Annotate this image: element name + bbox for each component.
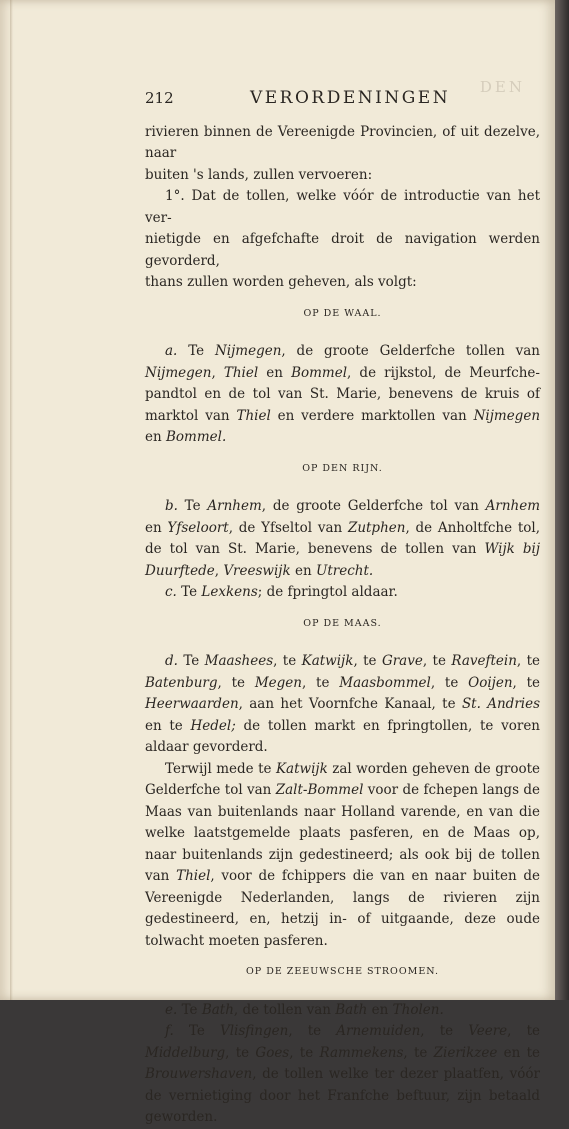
item-f: f. Te Vlisfingen, te Arnemuiden, te Veere, te Middelburg, te Goes, te Rammekens, te Zierikzee en te Brouwershaven, de tollen welke ter dezer plaatfen, vóór de vernietiging door het Franfche beftuur, zijn betaald geworden.	[145, 1023, 540, 1125]
paragraph-article-1: 1°. Dat de tollen, welke vóór de introductie van het ver- nietigde en afgefchafte droit de navigation werden gevorderd, thans zullen worden geheven, als volgt:	[145, 188, 540, 290]
running-head: VERORDENINGEN	[250, 88, 451, 108]
paragraph-terwijl: Terwijl mede te Katwijk zal worden geheven de groote Gelderfche tol van Zalt-Bommel voor de fchepen langs de Maas van buitenlands naar Holland varende, en van die welke laatstgemelde plaats pasferen, en de Maas op, naar buitenlands zijn gedestineerd; als ook bij de tollen van Thiel, voor de fchippers die van en naar buiten de Vereenigde Nederlanden, langs de rivieren zijn gedestineerd, en, hetzij in- of uitgaande, deze oude tolwacht moeten pasferen.	[145, 760, 540, 949]
item-a: a. Te Nijmegen, de groote Gelderfche tollen van Nijmegen, Thiel en Bommel, de rijkstol, de Meurfche-pandtol en de tol van St. Marie, benevens de kruis of marktol van Thiel en verdere marktollen van Nijmegen en Bommel.	[145, 343, 541, 445]
item-c: c. Te Lexkens; de fpringtol aldaar.	[165, 584, 398, 600]
section-heading-maas: OP DE MAAS.	[303, 617, 382, 629]
section-heading-waal: OP DE WAAL.	[303, 307, 382, 319]
item-d: d. Te Maashees, te Katwijk, te Grave, te Raveftein, te Batenburg, te Megen, te Maasbommel, te Ooijen, te Heerwaarden, aan het Voornfche Kanaal, te St. Andries en te Hedel; de tollen markt en fpringtollen, te voren aldaar gevorderd.	[145, 653, 541, 755]
item-b: b. Te Arnhem, de groote Gelderfche tol van Arnhem en Yfseloort, de Yfseltol van Zutphen, de Anholtfche tol, de tol van St. Marie, benevens de tollen van Wijk bij Duurftede, Vreeswijk en Utrecht.	[145, 498, 541, 579]
page-text	[145, 88, 540, 1129]
page-header	[145, 88, 540, 110]
section-heading-rijn: OP DEN RIJN.	[302, 462, 383, 474]
page-edge-shadow	[555, 0, 569, 1000]
paragraph-continuation: rivieren binnen de Vereenigde Provincien, of uit dezelve, naar buiten 's lands, zullen vervoeren:	[145, 123, 540, 183]
page-number: 212	[145, 89, 174, 107]
section-heading-zeeuwsche: OP DE ZEEUWSCHE STROOMEN.	[246, 966, 439, 977]
bleed-through-text: DEN	[479, 78, 525, 96]
item-e: e. Te Bath, de tollen van Bath en Tholen.	[165, 1001, 444, 1018]
